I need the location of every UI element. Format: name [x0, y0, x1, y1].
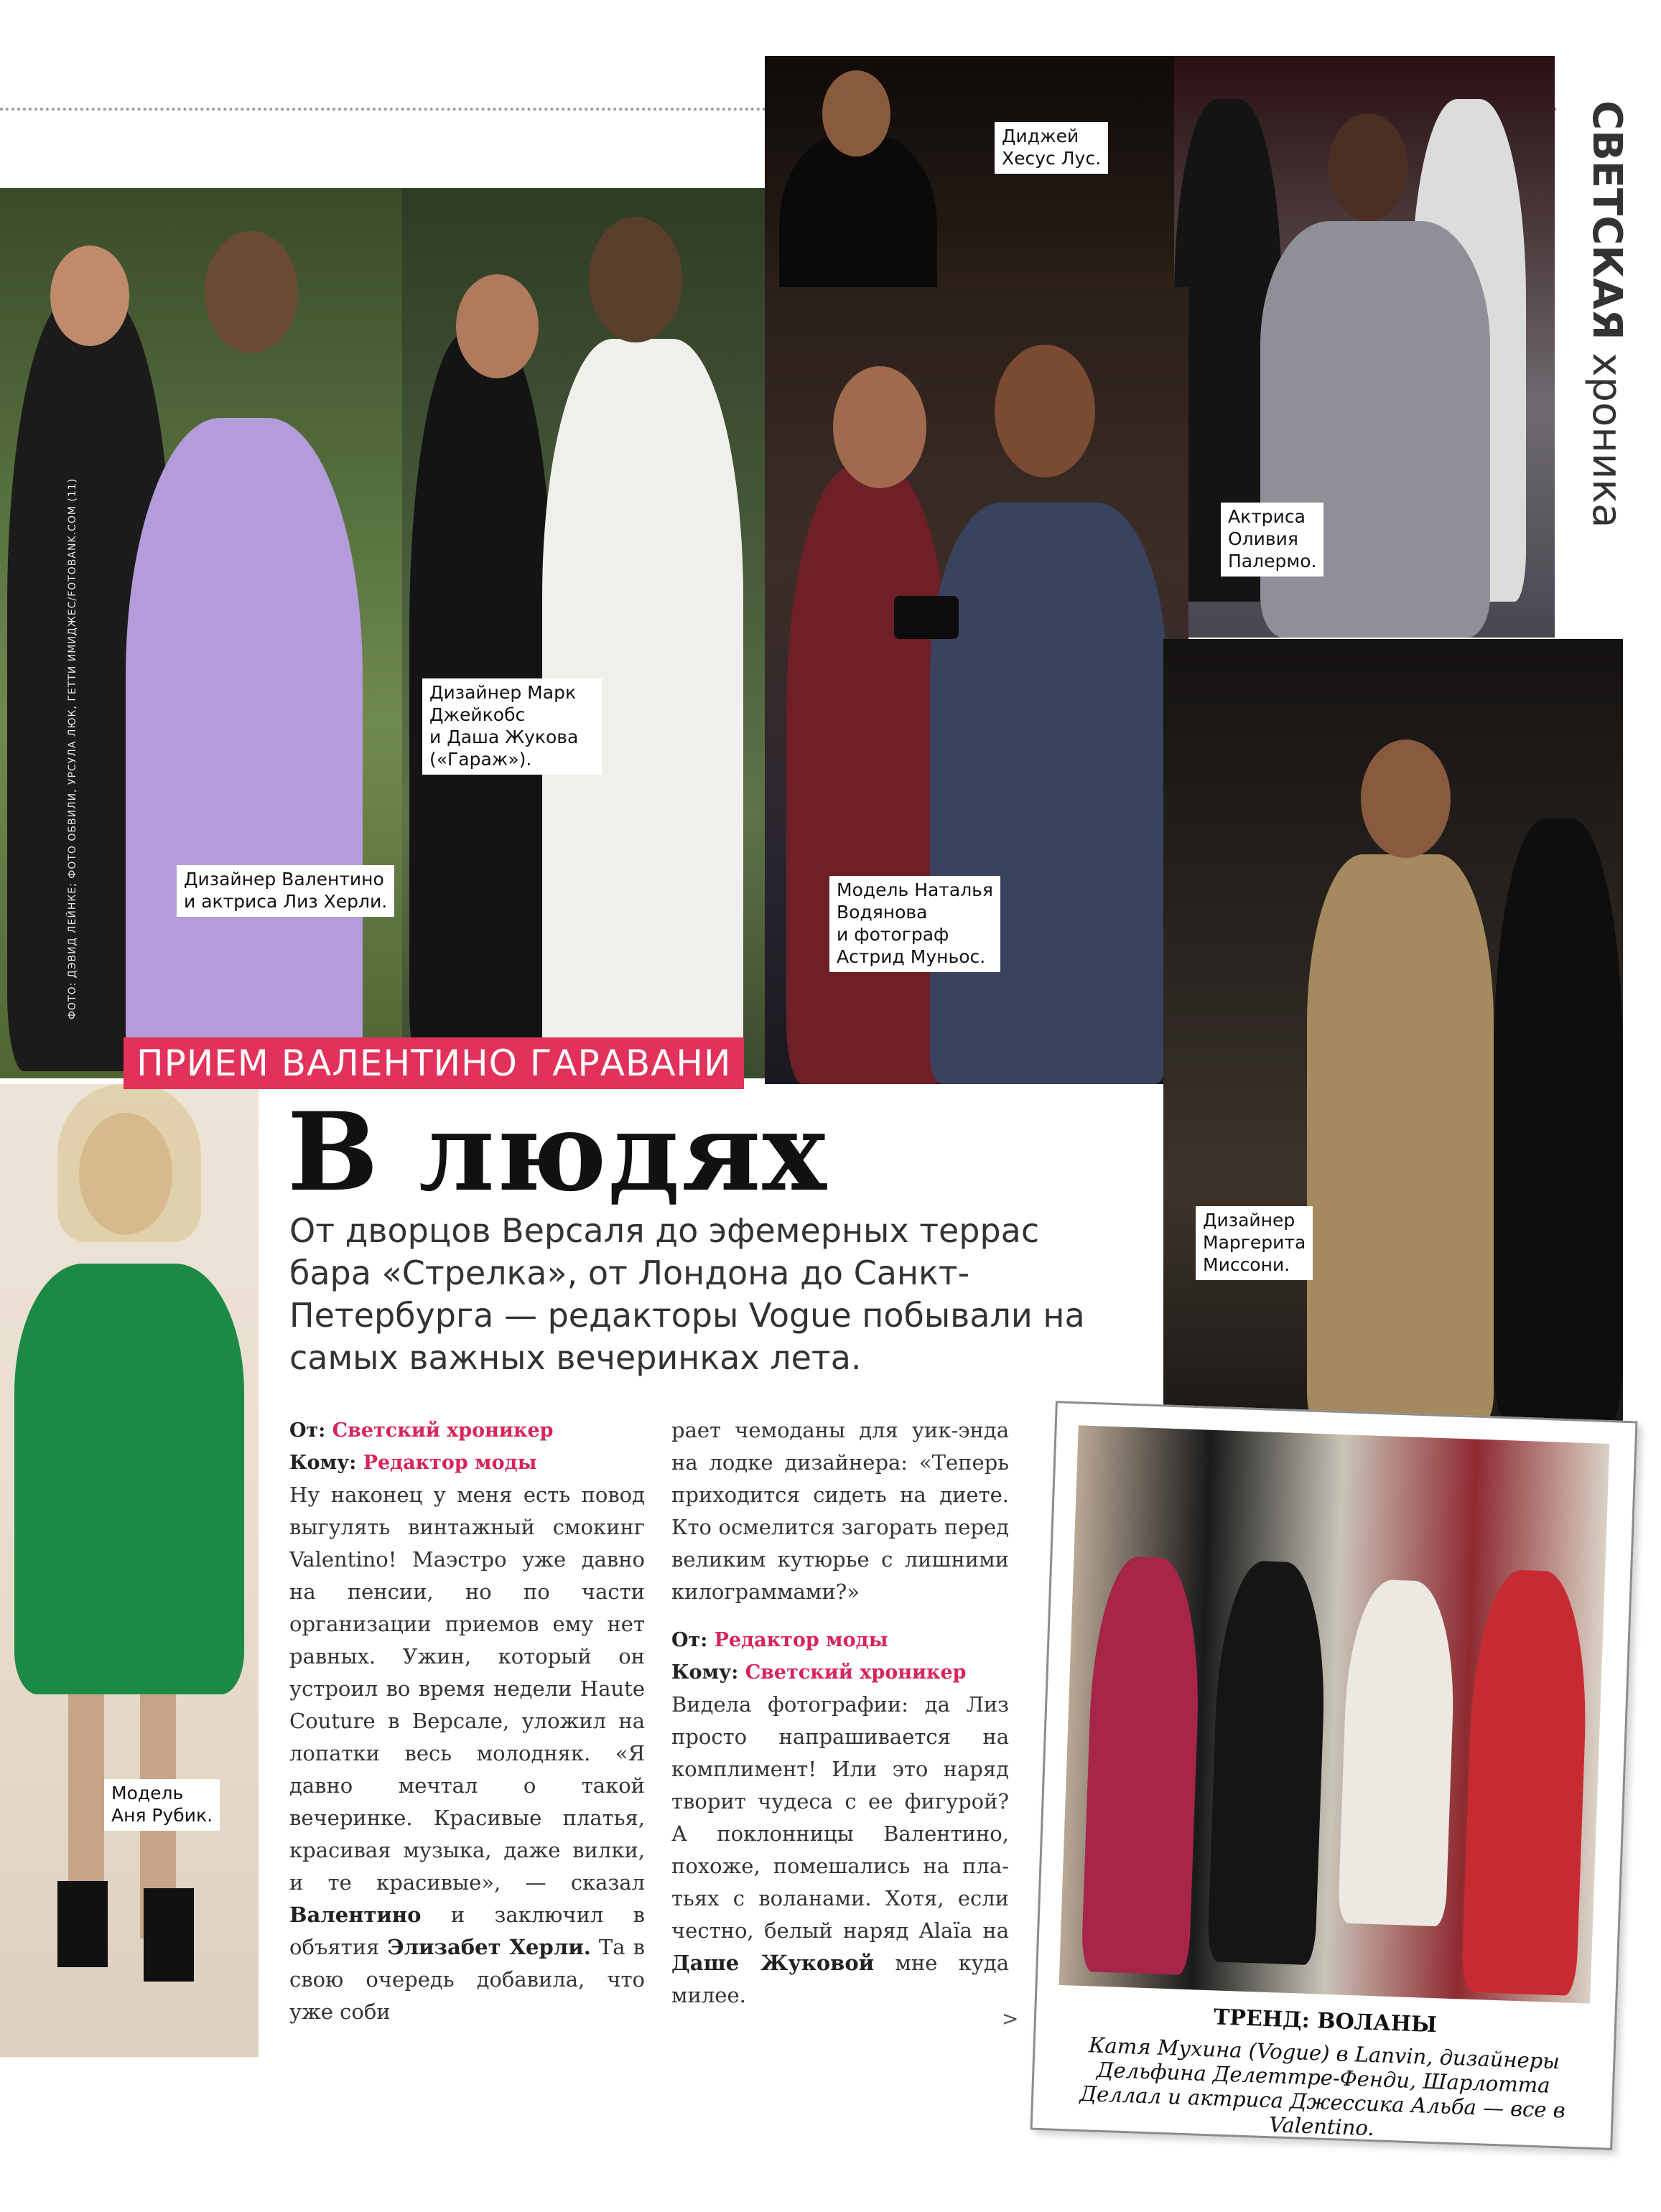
to-label: Кому: [671, 1661, 739, 1684]
body-text-2a: рает чемоданы для уик-энда на лодке дизайнера: «Теперь приходится сидеть на диете. Кто осмелится загорать перед великим кутюрье с лишними килограммами?» [671, 1418, 1009, 1604]
from-label: От: [289, 1419, 326, 1442]
caption-rubik-text: Модель Аня Рубик. [111, 1783, 213, 1826]
trend-title: ТРЕНД: ВОЛАНЫ [1213, 2005, 1438, 2038]
caption-jacobs-text: Дизайнер Марк Джейкобс и Даша Жукова («Гараж»). [429, 682, 579, 770]
from-line-1 [289, 1414, 645, 1447]
head-jacobs [456, 274, 539, 378]
trend-photo [1059, 1425, 1610, 2003]
figure-hurley-dress [126, 418, 363, 1064]
from-line-2 [671, 1624, 1009, 1656]
figure-trend-2 [1207, 1559, 1329, 1965]
figure-guest-missoni [1494, 818, 1623, 1422]
boot-right [144, 1888, 194, 1982]
photo-credit-text: ФОТО: ДЭВИД ЛЕЙНКЕ; ФОТО ОБВИЛИ, УРСУЛА ЛЮК, ГЕТТИ ИМИДЖЕС/FOTOBANK.COM (11) [67, 477, 78, 1019]
head-hurley [205, 231, 298, 353]
photo-anja-rubik [0, 1084, 259, 2057]
hair-rubik [57, 1084, 201, 1242]
head-zhukova [589, 217, 682, 342]
caption-jacobs [422, 678, 602, 775]
section-label [1580, 101, 1644, 589]
kicker: ПРИЕМ ВАЛЕНТИНО ГАРАВАНИ [124, 1037, 744, 1089]
figure-rubik-dress [14, 1264, 244, 1694]
body-text-part: и заключил в объятия [289, 1903, 645, 1959]
to-who: Редактор моды [363, 1452, 537, 1474]
boot-left [57, 1881, 108, 1967]
head-valentino [50, 246, 129, 346]
caption-dj-text: Диджей Хесус Лус. [1002, 126, 1102, 169]
caption-olivia-text: Актриса Оливия Палермо. [1228, 506, 1317, 571]
to-who: Светский хроникер [745, 1661, 967, 1684]
caption-valentino [177, 865, 394, 917]
from-who: Редактор моды [714, 1629, 888, 1651]
caption-rubik [104, 1779, 220, 1831]
to-line-2 [671, 1656, 1009, 1689]
section-label-bold: СВЕТСКАЯ [1583, 101, 1630, 340]
caption-missoni-text: Дизайнер Маргерита Миссони. [1203, 1210, 1306, 1275]
body-text-2b [671, 1689, 1009, 2012]
to-label: Кому: [289, 1452, 357, 1474]
body-text-part: мне куда милее. [671, 1951, 1009, 2007]
name-valentino: Валентино [289, 1903, 422, 1927]
figure-vodianova [786, 467, 952, 1084]
head-dj [822, 70, 890, 157]
figure-munoz-dress [930, 503, 1167, 1084]
head-vodianova [833, 366, 926, 488]
figure-missoni-dress [1307, 854, 1494, 1422]
lead-paragraph: От дворцов Версаля до эфемерных террас бара «Стрелка», от Лондона до Санкт-Петербурга — редакторы Vogue побывали на самых важных вечеринках лета. [289, 1211, 1085, 1377]
caption-valentino-text: Дизайнер Валентино и актриса Лиз Херли. [184, 869, 388, 912]
from-who: Светский хроникер [332, 1419, 554, 1442]
headline: В людях [287, 1089, 828, 1215]
body-text-1 [289, 1479, 645, 2028]
article-column-2 [671, 1414, 1009, 2012]
photo-missoni [1163, 639, 1623, 1422]
photo-credit [66, 477, 95, 1019]
continue-arrow[interactable]: > [1002, 2007, 1019, 2030]
section-label-regular: хроника [1583, 353, 1630, 528]
caption-vodianova-text: Модель Наталья Водянова и фотограф Астрид Муньос. [837, 879, 993, 967]
name-zhukova: Даше Жуковой [671, 1951, 875, 1975]
body-text-part: Ну наконец у меня есть повод выгулять винтажный смокинг Valentino! Маэстро уже давно на пенсии, но по части организации приемов ему нет равных. Ужин, который он устроил во время недели Haute Couture в Версале, уложил на лопатки весь молодняк. «Я давно мечтал о такой вечеринке. Красивые платья, красивая музыка, даже вилки, и те красивые», — сказал [289, 1483, 645, 1895]
name-hurley: Элизабет Херли. [387, 1935, 591, 1959]
caption-vodianova [829, 876, 1000, 972]
to-line-1 [289, 1447, 645, 1479]
head-missoni [1361, 739, 1451, 858]
head-palermo [1329, 113, 1408, 221]
figure-trend-1 [1081, 1555, 1203, 1975]
photo-valentino-hurley [0, 188, 402, 1078]
from-label: От: [671, 1629, 708, 1651]
article-column-1 [289, 1414, 645, 2028]
head-munoz [995, 345, 1095, 477]
caption-olivia [1221, 503, 1323, 577]
trend-inset [1030, 1401, 1638, 2150]
photo-jacobs-zhukova [402, 188, 768, 1078]
figure-trend-4 [1461, 1569, 1591, 1996]
caption-dj [995, 122, 1108, 174]
figure-trend-3 [1338, 1579, 1458, 1927]
trend-caption: Катя Мухина (Vogue) в Lanvin, дизайнеры Дельфина Делеттре-Фенди, Шарлотта Деллал и актриса Джессика Альба — все в Valentino. [1079, 2033, 1566, 2141]
caption-missoni [1196, 1206, 1313, 1280]
body-text-part: Та в свою очередь добавила, что уже соби [289, 1935, 645, 2024]
camera-icon [894, 596, 959, 639]
body-text-part: Видела фотографии: да Лиз просто напрашивается на комплимент! Или это наряд творит чудеса с ее фигурой? А поклонницы Валентино, похоже, помешались на платьях с воланами. Хотя, если честно, белый наряд Alaïa на [671, 1692, 1009, 1943]
